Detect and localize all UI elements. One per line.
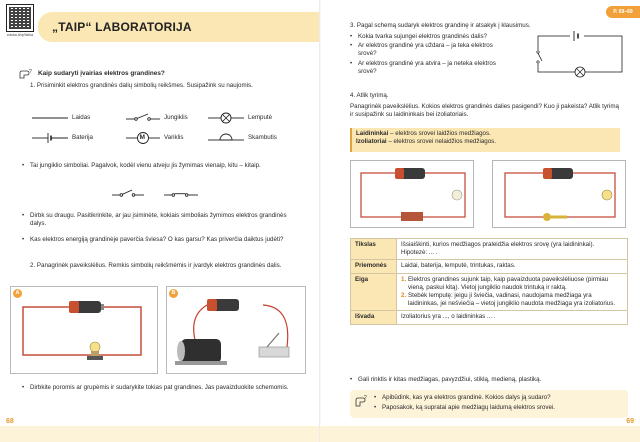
bullet-other-materials: • Gali rinktis ir kitas medžiagas, pavyzdžiui, stiklą, medieną, plastiką. xyxy=(358,376,620,384)
switch-symbol xyxy=(126,112,160,124)
task-3: 3. Pagal schemą sudaryk elektros grandinę ir atsakyk į klausimus. xyxy=(350,22,531,29)
step-2-number: 2. xyxy=(401,291,407,299)
bullet-energy-question: • Kas elektros energiją grandinėje paverčia šviesa? O kas garsu? Kas priverčia daiktus judėti? xyxy=(30,236,292,244)
task-4: 4. Atlik tyrimą. xyxy=(350,92,389,99)
row-key-goal: Tikslas xyxy=(351,239,397,260)
table-row xyxy=(351,273,628,311)
table-row xyxy=(351,260,628,273)
badge-a: A xyxy=(13,289,22,298)
procedure-step-2 xyxy=(401,292,623,308)
table-row xyxy=(351,311,628,324)
footer-band-right xyxy=(320,426,640,442)
schema-circuit xyxy=(534,28,626,80)
section-question: Kaip sudaryti įvairias elektros grandines? xyxy=(38,70,165,77)
conclusion-question-1: • Apibūdink, kas yra elektros grandinė. Kokios dalys ją sudaro? xyxy=(382,394,622,402)
page-title: „TAIP“ LABORATORIJA xyxy=(52,20,192,34)
hypothesis-text: Hipotezė: ... . xyxy=(401,249,438,257)
motor-letter: M xyxy=(139,134,145,141)
task-2: 2. Panagrinėk paveikslėlius. Remkis simbolių reikšmėmis ir įvardyk elektros grandinės dalis. xyxy=(30,262,282,269)
svg-text:?: ? xyxy=(364,395,367,401)
hand-question-icon xyxy=(354,394,368,408)
term-conductors: Laidininkai xyxy=(356,130,389,137)
symbol-row-1 xyxy=(30,112,300,124)
definition-conductors xyxy=(356,130,616,138)
symbol-row-2 xyxy=(30,132,300,144)
definition-insulators xyxy=(356,138,616,146)
symbol-label-baterija: Baterija xyxy=(72,134,93,141)
qr-code[interactable] xyxy=(6,4,34,32)
row-value-materials: Laidai, baterija, lemputė, trintukas, raktas. xyxy=(397,260,628,273)
row-key-materials: Priemonės xyxy=(351,260,397,273)
bell-symbol xyxy=(208,132,244,144)
experiment-table xyxy=(350,238,628,325)
term-insulators: Izoliatoriai xyxy=(356,138,387,146)
definition-conductors-text: – elektros srovei laidžios medžiagos. xyxy=(388,130,491,137)
step-2-text: Stebėk lemputę: jeigu ji šviečia, vadinasi, naudojama medžiaga yra laidininkas, jei nešviečia – vietoj jungiklio naudota medžiaga yra izoliatorius. xyxy=(408,291,616,308)
qr-caption: eduka.lt/qr/fizika xyxy=(7,33,33,37)
circuit-key-illustration xyxy=(493,161,627,229)
row-key-procedure: Eiga xyxy=(351,273,397,311)
svg-text:?: ? xyxy=(29,69,32,75)
photo-circuit-key xyxy=(492,160,626,228)
question-order: • Kokia tvarka sujungei elektros grandinės dalis? xyxy=(358,33,526,41)
step-1-text: Elektros grandines sujunk taip, kaip pavaizduota paveikslėliuose (pirmiau vieną, paskui kitą). Vietoj jungiklio naudok trintuką ir raktą. xyxy=(408,275,609,291)
lamp-symbol xyxy=(208,112,244,124)
row-value-procedure xyxy=(397,273,628,311)
step-1-number: 1. xyxy=(401,275,407,283)
circuit-b-illustration xyxy=(167,287,307,375)
symbol-label-lempute: Lemputė xyxy=(248,114,273,121)
definition-insulators-text: – elektros srovei nelaidžios medžiagos. xyxy=(386,138,496,146)
photo-circuit-b xyxy=(166,286,306,374)
symbol-label-jungiklis: Jungiklis xyxy=(164,114,188,121)
right-page xyxy=(320,0,640,442)
research-intro: Panagrinėk paveikslėlius. Kokios elektros grandinės dalies pasigendi? Kuo ji pakeista? Atlik tyrimą ir susipažink su laidininkais bei izoliatoriais. xyxy=(350,103,619,119)
symbol-label-skambutis: Skambutis xyxy=(248,134,277,141)
circuit-a-illustration xyxy=(11,287,159,375)
bullet-pair-work: • Dirbk su draugu. Pasitikrinkite, ar jau įsiminėte, kokiais simboliais žymimos elektros grandinės dalys. xyxy=(30,212,292,228)
bullet-switch-symbols: • Tai jungiklio simboliai. Pagalvok, kodėl vienu atveju jis žymimas vienaip, kitu – kitaip. xyxy=(30,162,292,170)
page-tab[interactable]: P. 69–69 xyxy=(606,6,640,18)
footer-band-left xyxy=(0,426,320,442)
question-open: • Ar elektros grandinė yra atvira – ja neteka elektros srovė? xyxy=(358,60,508,76)
photo-circuit-eraser xyxy=(350,160,474,228)
row-value-conclusion: Izoliatorius yra ..., o laidininkas ... . xyxy=(397,311,628,324)
goal-text: Išsiaiškinti, kurios medžiagos praleidžia elektros srovę (yra laidininkai). xyxy=(401,241,595,248)
badge-b: B xyxy=(169,289,178,298)
switch-symbols-pair xyxy=(112,188,202,200)
symbol-label-laidas: Laidas xyxy=(72,114,91,121)
row-value-goal xyxy=(397,239,628,260)
wire-symbol xyxy=(32,112,68,124)
circuit-eraser-illustration xyxy=(351,161,475,229)
page-number-left: 68 xyxy=(6,418,14,425)
table-row xyxy=(351,239,628,260)
definitions-box xyxy=(350,128,620,152)
bullet-build-circuits: • Dirbkite poromis ar grupėmis ir sudarykite tokias pat grandines. Jas pavaizduokite schemomis. xyxy=(30,384,292,392)
procedure-step-1 xyxy=(401,276,623,292)
photo-circuit-a xyxy=(10,286,158,374)
question-closed: • Ar elektros grandinė yra uždara – ja teka elektros srovė? xyxy=(358,42,508,58)
task-1: 1. Prisiminkit elektros grandinės dalių simbolių reikšmes. Susipažink su naujomis. xyxy=(30,82,253,89)
hand-question-icon xyxy=(18,68,32,80)
row-key-conclusion: Išvada xyxy=(351,311,397,324)
symbol-label-variklis: Variklis xyxy=(164,134,184,141)
conclusion-question-2: • Paposakok, ką supratai apie medžiagų laidumą elektros srovei. xyxy=(382,404,622,412)
battery-symbol xyxy=(32,132,68,144)
page-number-right: 69 xyxy=(626,418,634,425)
